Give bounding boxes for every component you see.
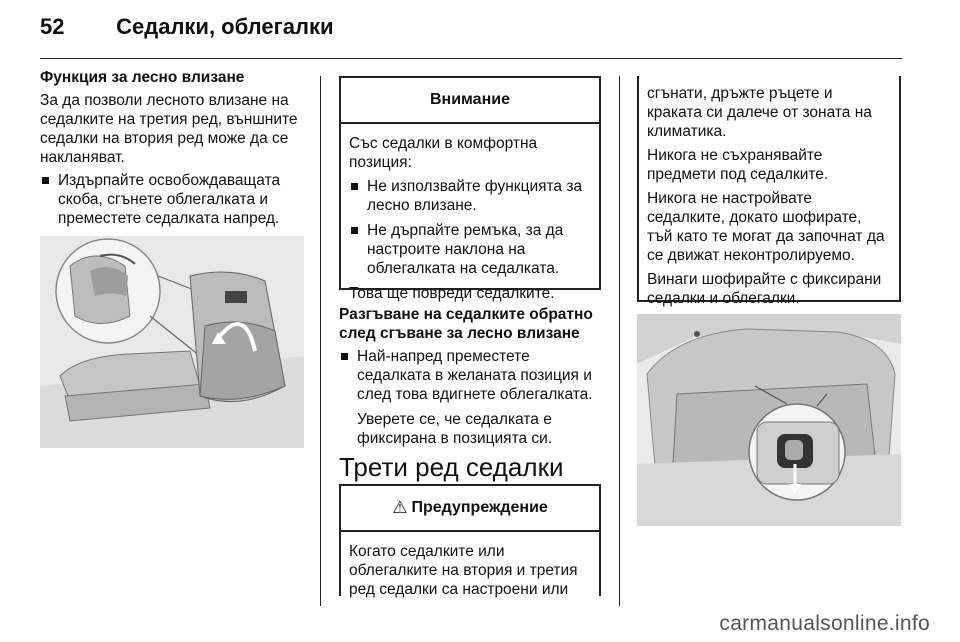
warning-cont-2: Никога не съхранявайте предмети под седалките. <box>647 147 829 183</box>
unfold-note: Уверете се, че седалката е фиксирана в позицията си. <box>357 411 553 447</box>
column-divider-2 <box>619 76 620 606</box>
bullet-square-icon <box>341 353 348 360</box>
seat-illustration-svg <box>40 236 304 448</box>
third-row-cargo-illustration <box>637 314 901 526</box>
easy-entry-bullet <box>40 171 305 228</box>
bullet-text: Не използвайте функцията за лесно влизане. <box>367 178 583 214</box>
notice-bullet-1 <box>349 177 591 215</box>
warning-heading <box>341 486 599 532</box>
warning-continuation-box <box>637 76 901 307</box>
notice-intro: Със седалки в комфортна позиция: <box>349 135 538 171</box>
notice-box <box>339 76 601 302</box>
column-divider-1 <box>320 76 321 606</box>
notice-bullet-2 <box>349 221 591 278</box>
warning-cont-3: Никога не настройвате седалките, докато шофирате, тъй като те могат да започнат да се движат неконтролируемо. <box>647 190 885 264</box>
page-number: 52 <box>40 14 65 39</box>
unfold-bullet <box>339 347 604 404</box>
warning-heading-text: Предупреждение <box>411 499 548 516</box>
unfold-heading: Разгъване на седалките обратно след сгъване за лесно влизане <box>339 306 593 342</box>
cargo-illustration-svg <box>637 314 901 526</box>
column-2-text <box>339 305 604 452</box>
warning-box <box>339 484 601 596</box>
watermark: carmanualsonline.info <box>719 612 930 635</box>
column-1 <box>40 68 305 234</box>
warning-cont-4: Винаги шофирайте с фиксирани седалки и облегалки. <box>647 271 882 307</box>
section-title: Трети ред седалки <box>339 452 564 482</box>
bullet-text: Не дърпайте ремъка, за да настроите наклона на облегалката на седалката. <box>367 222 564 277</box>
warning-text: Когато седалките или облегалките на втория и третия ред седалки са настроени или <box>349 543 578 598</box>
bullet-square-icon <box>42 177 49 184</box>
notice-closing: Това ще повреди седалките. <box>349 285 555 302</box>
bullet-square-icon <box>351 227 358 234</box>
page-header <box>40 14 334 40</box>
warning-triangle-icon: ⚠ <box>392 498 408 517</box>
easy-entry-heading: Функция за лесно влизане <box>40 69 245 86</box>
notice-heading: Внимание <box>341 78 599 124</box>
easy-entry-text: За да позволи лесното влизане на седалките на третия ред, външните седалки на втория ред може да се накланяват. <box>40 92 298 166</box>
bullet-text: Най-напред преместете седалката в желаната позиция и след това вдигнете облегалката. <box>357 348 593 403</box>
warning-cont-1: сгънати, дръжте ръцете и краката си далече от зоната на климатика. <box>647 85 872 140</box>
page-title: Седалки, облегалки <box>116 14 334 39</box>
bullet-text: Издърпайте освобождаващата скоба, сгънете облегалката и преместете седалката напред. <box>58 172 281 227</box>
easy-entry-seat-illustration <box>40 236 304 448</box>
header-rule <box>40 58 902 59</box>
bullet-square-icon <box>351 183 358 190</box>
